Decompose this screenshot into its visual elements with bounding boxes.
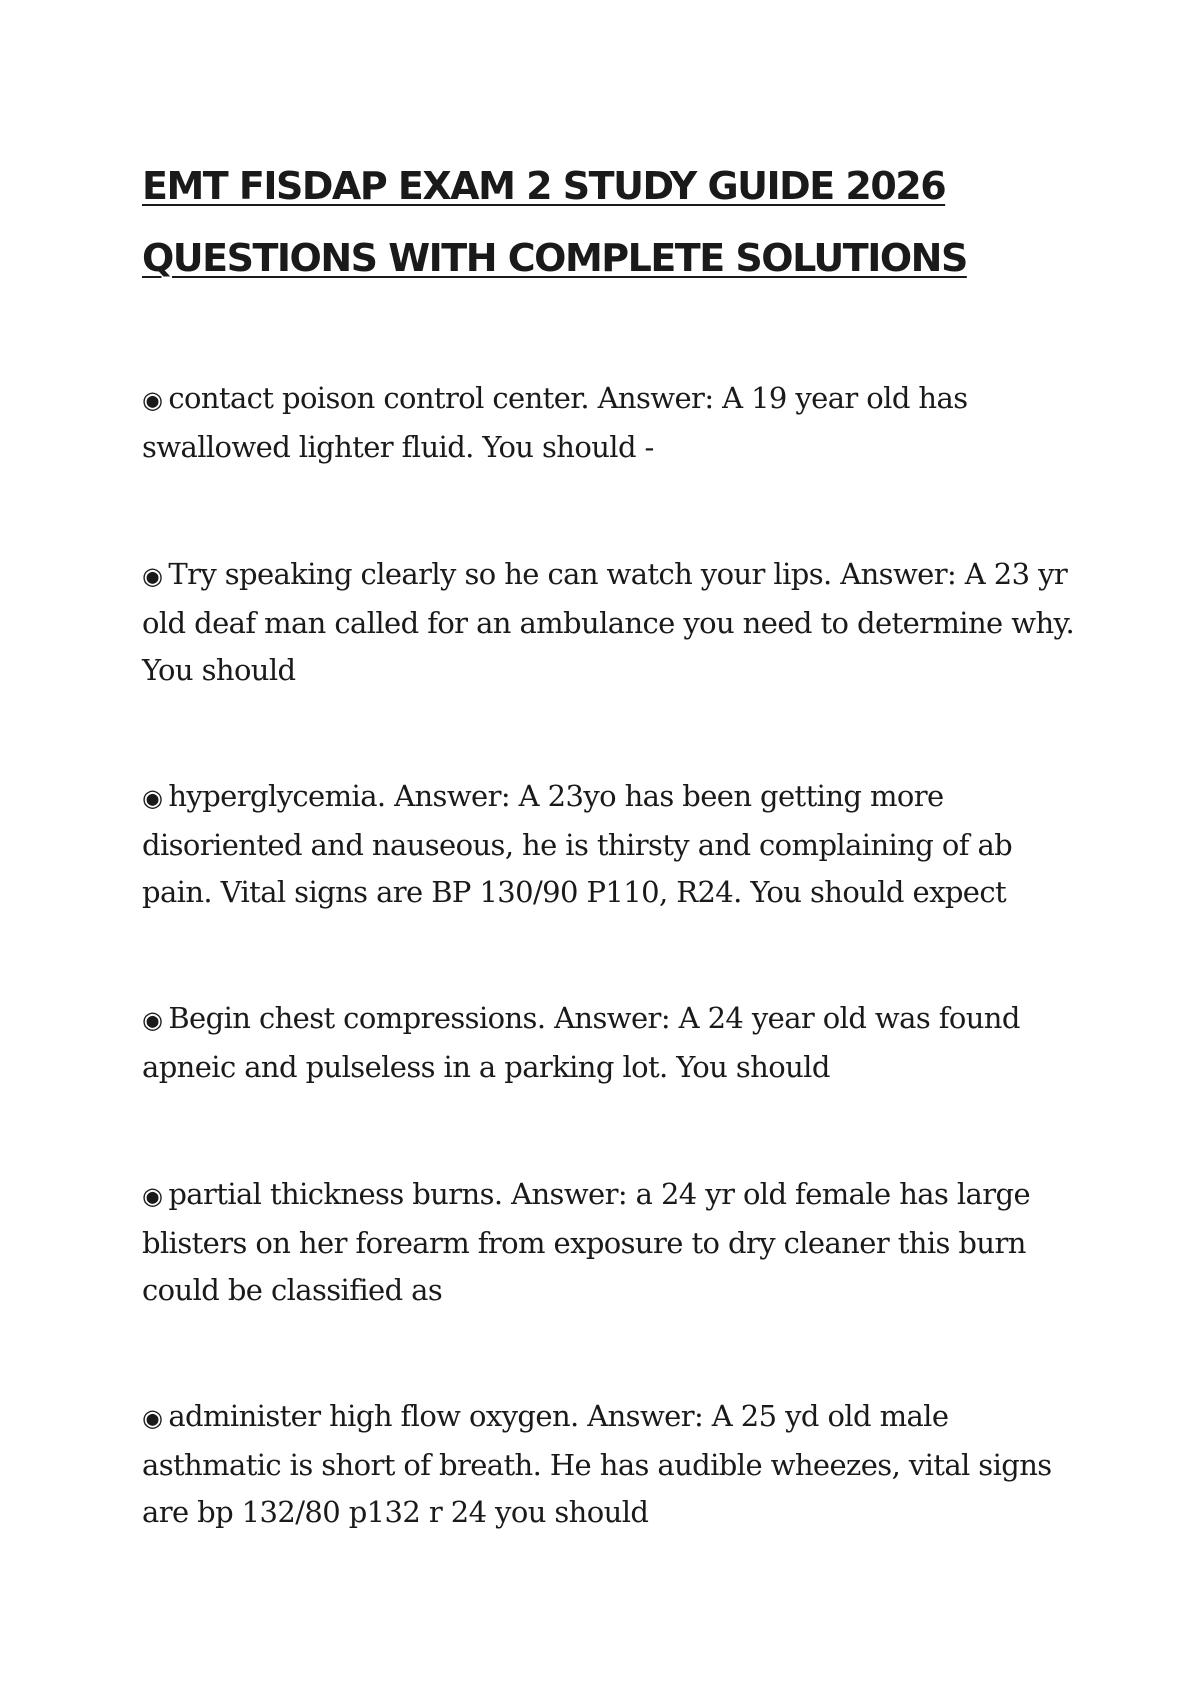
bullet-icon: ◉ xyxy=(142,784,163,812)
bullet-icon: ◉ xyxy=(142,1404,163,1432)
bullet-icon: ◉ xyxy=(142,1006,163,1034)
question-text-5: partial thickness burns. Answer: a 24 yr old female has large blisters on her forearm from exposure to dry cleaner this burn could be classified as xyxy=(142,1177,1031,1307)
bullet-icon: ◉ xyxy=(142,386,163,414)
title-line-2: QUESTIONS WITH COMPLETE SOLUTIONS xyxy=(142,236,967,280)
question-text-6: administer high flow oxygen. Answer: A 25 yd old male asthmatic is short of breath. He has audible wheezes, vital signs are bp 132/80 p132 r 24 you should xyxy=(142,1399,1052,1529)
question-item-4 xyxy=(142,995,1082,1091)
question-item-6 xyxy=(142,1393,1082,1536)
question-text-2: Try speaking clearly so he can watch your lips. Answer: A 23 yr old deaf man called for an ambulance you need to determine why. You should xyxy=(142,557,1075,687)
bullet-icon: ◉ xyxy=(142,562,163,590)
document-title xyxy=(142,150,1102,294)
question-text-1: contact poison control center. Answer: A 19 year old has swallowed lighter fluid. You should - xyxy=(142,381,968,464)
title-line-1: EMT FISDAP EXAM 2 STUDY GUIDE 2026 xyxy=(142,164,946,208)
bullet-icon: ◉ xyxy=(142,1182,163,1210)
question-text-3: hyperglycemia. Answer: A 23yo has been getting more disoriented and nauseous, he is thirsty and complaining of ab pain. Vital signs are BP 130/90 P110, R24. You should expect xyxy=(142,779,1013,909)
question-item-1 xyxy=(142,375,1082,471)
question-item-5 xyxy=(142,1171,1082,1314)
question-item-3 xyxy=(142,773,1082,916)
question-text-4: Begin chest compressions. Answer: A 24 year old was found apneic and pulseless in a parking lot. You should xyxy=(142,1001,1020,1084)
question-item-2 xyxy=(142,551,1082,694)
